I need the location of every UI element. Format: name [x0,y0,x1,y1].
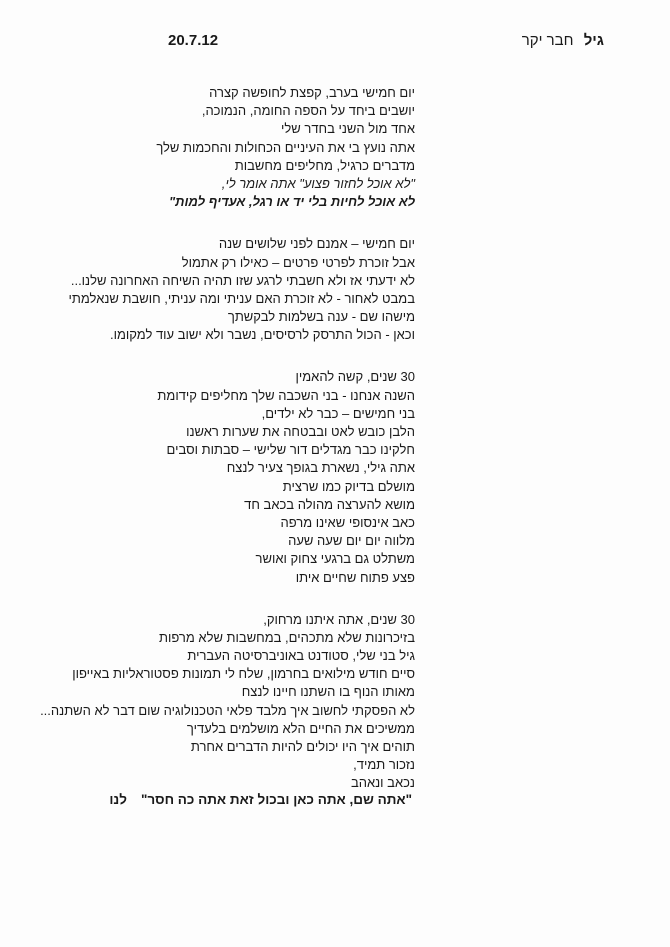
text-line: 30 שנים, אתה איתנו מרחוק, [263,611,415,627]
text-line: ממשיכים את החיים הלא מושלמים בלעדיך [186,720,415,736]
text-line: בני חמישים – כבר לא ילדים, [261,405,415,421]
text-line: פצע פתוח שחיים איתו [295,569,415,585]
text-line: לא ידעתי אז ולא חשבתי לרגע שזו תהיה השיחה האחרונה שלנו... [70,272,415,288]
letter-salutation [522,32,604,49]
stanza-1 [15,84,415,211]
text-line: השנה אנחנו - בני השכבה שלך מחליפים קידומת [157,387,415,403]
text-line: כאב אינסופי שאינו מרפה [280,514,415,530]
text-line: נזכור תמיד, [353,757,415,773]
stanza-3 [15,368,415,586]
text-line: מלווה יום יום שעה שעה [288,533,415,549]
text-line: אתה גילי, נשארת בגופך צעיר לנצח [226,460,415,476]
text-line: מאותו הנוף בו השתנו חיינו לנצח [241,684,415,700]
text-line: וכאן - הכול התרסק לרסיסים, נשבר ולא ישוב עוד למקומו. [109,327,415,343]
text-line: 30 שנים, קשה להאמין [295,369,415,385]
text-line: בזיכרונות שלא מתכהים, במחשבות שלא מרפות [159,629,415,645]
text-line: מדברים כרגיל, מחליפים מחשבות [234,157,415,173]
text-line: אבל זוכרת לפרטי פרטים – כאילו רק אתמול [181,254,415,270]
text-line: נכאב ונאהב [350,775,415,791]
text-line: במבט לאחור - לא זוכרת האם עניתי ומה עניתי, חושבת שנאלמתי [68,290,415,306]
closing-quote: "אתה שם, אתה כאן ובכול זאת אתה כה חסר" [140,792,412,807]
stanza-4 [15,611,415,793]
text-line: יום חמישי בערב, קפצת לחופשה קצרה [209,85,415,100]
text-line: יושבים ביחד על הספה החומה, הנמוכה, [201,103,415,119]
text-line: תוהים איך היו יכולים להיות הדברים אחרת [190,739,415,754]
salutation-text: חבר יקר [521,32,574,49]
text-line: גיל בני שלי, סטודנט באוניברסיטה העברית [187,648,415,664]
letter-date: 20.7.12 [168,32,219,49]
letter-body [15,84,415,817]
text-line: מושלם בדיוק כמו שרצית [282,478,415,494]
quoted-line: "לא אוכל לחזור פצוע" אתה אומר לי, [221,175,415,191]
text-line: הלבן כובש לאט ובבטחה את שערות ראשנו [186,424,415,439]
closing-line [109,792,412,807]
stanza-2 [15,235,415,344]
emphasized-line: לא אוכל לחיות בלי יד או רגל, אעדיף למות" [168,194,415,210]
text-line: משתלט גם ברגעי צחוק ואושר [255,551,415,567]
text-line: מישהו שם - ענה בשלמות לבקשתך [227,309,415,325]
letter-header [0,32,670,54]
text-line: יום חמישי – אמנם לפני שלושים שנה [218,236,415,252]
text-line: אחד מול השני בחדר שלי [281,121,415,137]
recipient-name: גיל [583,32,604,49]
text-line: חלקינו כבר מגדלים דור שלישי – סבתות וסבים [166,442,415,458]
text-line: אתה נועץ בי את העיניים הכחולות והחכמות שלך [156,139,415,155]
text-line: סיים חודש מילואים בחרמון, שלח לי תמונות פסטוראליות באייפון [72,666,415,682]
text-line: מושא להערצה מהולה בכאב חד [244,496,415,512]
closing-tail: לנו [109,792,127,807]
text-line: לא הפסקתי לחשוב איך מלבד פלאי הטכנולוגיה שום דבר לא השתנה... [40,702,415,718]
